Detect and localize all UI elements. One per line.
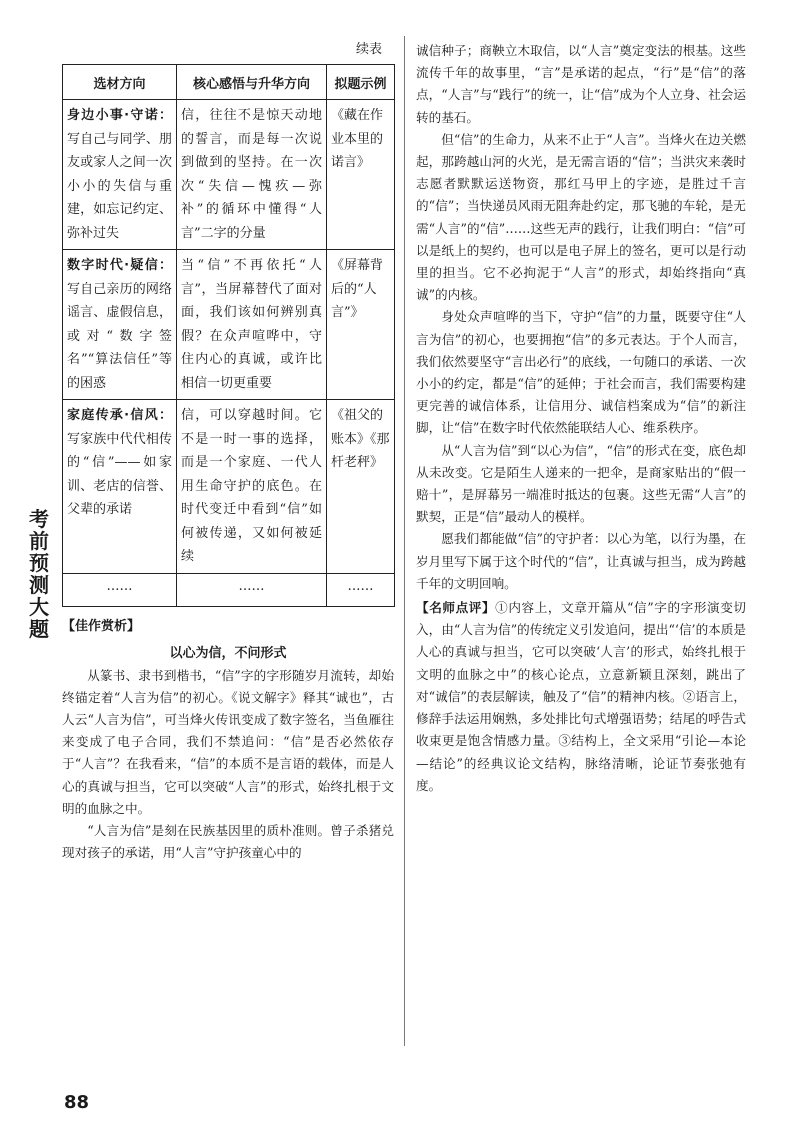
teacher-comment xyxy=(416,597,746,797)
table-header-row xyxy=(63,65,395,100)
ellipsis-cell: …… xyxy=(327,573,395,606)
topic-title: 家庭传承·信风： xyxy=(67,408,172,423)
example-cell: 《屏幕背后的“人言”》 xyxy=(327,250,395,400)
teacher-comment-tag: 【名师点评】 xyxy=(416,600,496,616)
topic-title: 身边小事·守诺： xyxy=(67,108,172,123)
topic-cell xyxy=(63,100,177,250)
right-column xyxy=(416,40,746,797)
topic-cell xyxy=(63,400,177,574)
essay-paragraph: 从“人言为信”到“以心为信”，“信”的形式在变，底色却从未改变。它是陌生人递来的一把伞，是商家贴出的“假一赔十”，是屏幕另一端准时抵达的包裹。这些无需“人言”的默契，正是“信”最动人的模样。 xyxy=(416,442,746,525)
topic-desc: 写家族中代代相传的“信”——如家训、老店的信誉、父辈的承诺 xyxy=(67,431,172,517)
topic-title: 数字时代·疑信： xyxy=(67,258,172,273)
page-number: 88 xyxy=(64,1092,90,1113)
table-row xyxy=(63,100,395,250)
example-cell: 《藏在作业本里的诺言》 xyxy=(327,100,395,250)
teacher-comment-text: ①内容上，文章开篇从“信”字的字形演变切入，由“人言为信”的传统定义引发追问，提出“‘信’的本质是人心的真诚与担当，它可以突破‘人言’的形式，始终扎根于文明的血脉之中”的核心论点，立意新颖且深刻，跳出了对“诚信”的表层解读，触及了“信”的精神内核。②语言上，修辞手法运用娴熟，多处排比句式增强语势；结尾的呼告式收束更是饱含情感力量。③结构上，全文采用“引论—本论—结论”的经典议论文结构，脉络清晰，论证节奏张弛有度。 xyxy=(416,600,746,793)
table-row xyxy=(63,250,395,400)
table-row xyxy=(63,400,395,574)
topic-desc: 写自己与同学、朋友或家人之间一次小小的失信与重建，如忘记约定、弥补过失 xyxy=(67,131,172,241)
column-divider xyxy=(404,36,405,1046)
ellipsis-cell: …… xyxy=(177,573,327,606)
essay-paragraph: 诚信种子；商鞅立木取信，以“人言”奠定变法的根基。这些流传千年的故事里，“言”是承诺的起点，“行”是“信”的落点，“人言”与“践行”的统一，让“信”成为个人立身、社会运转的基石。 xyxy=(416,43,746,125)
essay-title: 以心为信，不问形式 xyxy=(169,645,287,661)
side-section-tag: 考前预测大题 xyxy=(29,507,49,641)
insight-cell: 信，可以穿越时间。它不是一时一事的选择，而是一个家庭、一代人用生命守护的底色。在时代变迁中看到“信”如何被传递，又如何被延续 xyxy=(177,400,327,574)
essay-paragraph: “人言为信”是刻在民族基因里的质朴准则。曾子杀猪兑现对孩子的承诺，用“人言”守护孩童心中的 xyxy=(62,822,394,861)
essay-paragraph: 但“信”的生命力，从来不止于“人言”。当烽火在边关燃起，那跨越山河的火光，是无需言语的“信”；当洪灾来袭时志愿者默默运送物资，那红马甲上的字迹，是胜过千言的“信”；当快递员风雨无阻奔赴约定，那飞驰的车轮，是无需“人言”的“信”……这些无声的践行，让我们明白：“信”可以是纸上的契约，也可以是电子屏上的签名，更可以是行动里的担当。它不必拘泥于“人言”的形式，却始终指向“真诚”的内核。 xyxy=(416,131,746,303)
topic-cell xyxy=(63,250,177,400)
essay-paragraph: 身处众声喧哗的当下，守护“信”的力量，既要守住“人言为信”的初心，也要拥抱“信”的多元表达。于个人而言，我们依然要坚守“言出必行”的底线，一句随口的承诺、一次小小的约定，都是“信”的延伸；于社会而言，我们需要构建更完善的诚信体系，让信用分、诚信档案成为“信”的新注脚，让“信”在数字时代依然能联结人心、维系秩序。 xyxy=(416,309,746,436)
essay-paragraph: 从篆书、隶书到楷书，“信”字的字形随岁月流转，却始终锚定着“人言为信”的初心。《说文解字》释其“诚也”，古人云“人言为信”，可当烽火传讯变成了数字签名，当鱼雁往来变成了电子合同，我们不禁追问：“信”是否必然依存于“人言”？在我看来，“信”的本质不是言语的载体，而是人心的真诚与担当，它可以突破“人言”的形式，始终扎根于文明的血脉之中。 xyxy=(62,667,394,816)
left-column xyxy=(62,40,394,864)
table-continued-label: 续表 xyxy=(355,42,382,57)
table-header-cell: 核心感悟与升华方向 xyxy=(177,65,327,100)
topic-desc: 写自己亲历的网络谣言、虚假信息，或对“数字签名”“算法信任”等的困惑 xyxy=(67,281,172,391)
insight-cell: 信，往往不是惊天动地的誓言，而是每一次说到做到的坚持。在一次次“失信—愧疚—弥补”的循环中懂得“人言”二字的分量 xyxy=(177,100,327,250)
example-cell: 《祖父的账本》《那杆老秤》 xyxy=(327,400,395,574)
essay-paragraph: 愿我们都能做“信”的守护者：以心为笔，以行为墨，在岁月里写下属于这个时代的“信”，让真诚与担当，成为跨越千年的文明回响。 xyxy=(416,531,746,591)
insight-cell: 当“信”不再依托“人言”，当屏幕替代了面对面，我们该如何辨别真假？在众声喧哗中，守住内心的真诚，或许比相信一切更重要 xyxy=(177,250,327,400)
table-ellipsis-row xyxy=(63,573,395,606)
table-header-cell: 拟题示例 xyxy=(327,65,395,100)
topic-table xyxy=(62,64,395,607)
appreciation-heading: 【佳作赏析】 xyxy=(62,618,141,634)
table-header-cell: 选材方向 xyxy=(63,65,177,100)
ellipsis-cell: …… xyxy=(63,573,177,606)
